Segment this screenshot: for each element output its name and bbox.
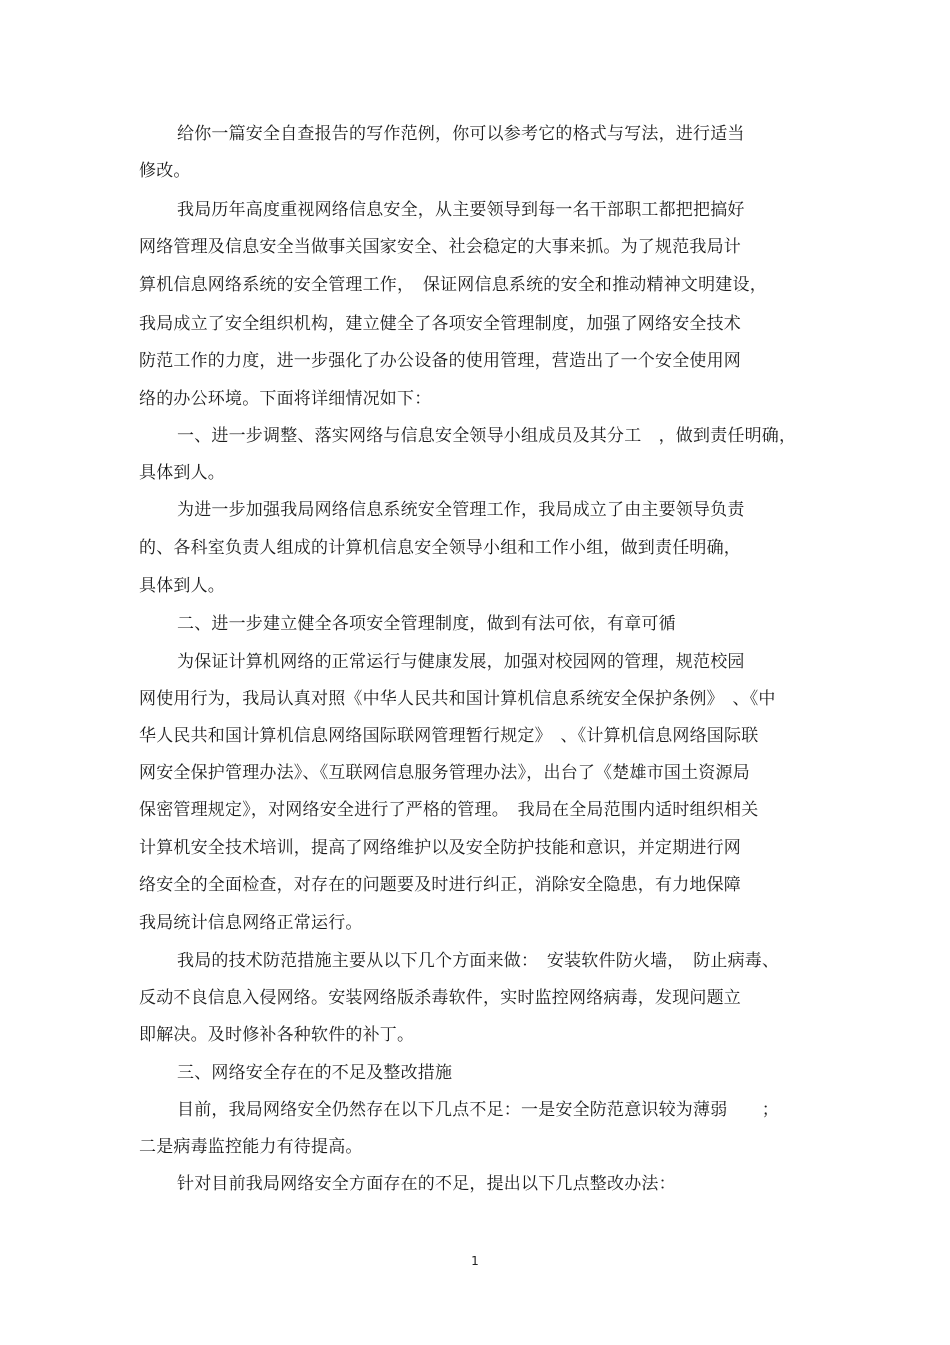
text-line: 络的办公环境。下面将详细情况如下： (139, 389, 432, 409)
text-line: 防范工作的力度，进一步强化了办公设备的使用管理，营造出了一个安全使用网 (139, 351, 741, 371)
text-line: 计算机安全技术培训，提高了网络维护以及安全防护技能和意识，并定期进行网 (139, 838, 741, 858)
text-line: 反动不良信息入侵网络。安装网络版杀毒软件，实时监控网络病毒，发现问题立 (139, 988, 741, 1008)
text-line: 二、进一步建立健全各项安全管理制度，做到有法可依，有章可循 (177, 614, 676, 634)
text-line: 我局成立了安全组织机构，建立健全了各项安全管理制度，加强了网络安全技术 (139, 314, 741, 334)
text-line: 华人民共和国计算机信息网络国际联网管理暂行规定》 、《计算机信息网络国际联 (139, 726, 759, 746)
text-line: 我局的技术防范措施主要从以下几个方面来做： 安装软件防火墙， 防止病毒、 (177, 951, 780, 971)
text-line: 网使用行为，我局认真对照《中华人民共和国计算机信息系统安全保护条例》 、《中 (139, 689, 776, 709)
text-line: 算机信息网络系统的安全管理工作， 保证网信息系统的安全和推动精神文明建设， (139, 275, 767, 295)
text-line: 三、网络安全存在的不足及整改措施 (177, 1063, 453, 1083)
text-line: 为进一步加强我局网络信息系统安全管理工作，我局成立了由主要领导负责 (177, 500, 745, 520)
text-line: 为保证计算机网络的正常运行与健康发展，加强对校园网的管理，规范校园 (177, 652, 745, 672)
text-line: 具体到人。 (139, 576, 225, 596)
text-line: 的、各科室负责人组成的计算机信息安全领导小组和工作小组，做到责任明确， (139, 538, 741, 558)
text-line: 针对目前我局网络安全方面存在的不足，提出以下几点整改办法： (177, 1174, 676, 1194)
text-line: 即解决。及时修补各种软件的补丁。 (139, 1025, 415, 1045)
page-number: 1 (471, 1254, 479, 1268)
text-line: 一、进一步调整、落实网络与信息安全领导小组成员及其分工 ，做到责任明确， (177, 426, 797, 446)
text-line: 二是病毒监控能力有待提高。 (139, 1137, 363, 1157)
text-line: 保密管理规定》，对网络安全进行了严格的管理。 我局在全局范围内适时组织相关 (139, 800, 759, 820)
text-line: 给你一篇安全自查报告的写作范例，你可以参考它的格式与写法，进行适当 (177, 124, 745, 144)
text-line: 我局统计信息网络正常运行。 (139, 913, 363, 933)
text-line: 修改。 (139, 161, 191, 181)
text-line: 目前，我局网络安全仍然存在以下几点不足：一是安全防范意识较为薄弱 ； (177, 1100, 779, 1120)
text-line: 网安全保护管理办法》、《互联网信息服务管理办法》，出台了《楚雄市国土资源局 (139, 763, 750, 783)
text-line: 网络管理及信息安全当做事关国家安全、社会稳定的大事来抓。为了规范我局计 (139, 237, 741, 257)
text-line: 具体到人。 (139, 463, 225, 483)
text-line: 我局历年高度重视网络信息安全，从主要领导到每一名干部职工都把把搞好 (177, 200, 745, 220)
text-line: 络安全的全面检查，对存在的问题要及时进行纠正，消除安全隐患，有力地保障 (139, 875, 741, 895)
